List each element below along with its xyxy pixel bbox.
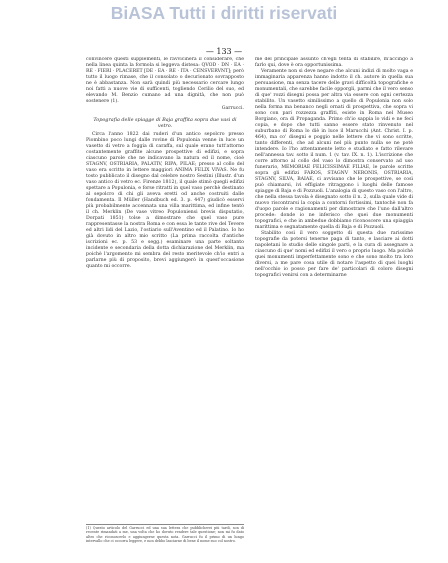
right-paragraph-3: Stabilito così il vero soggetto di questa due rarissime topografie da potersi tenerne paga di tanto, e lasciare ai dotti napoletani lo studio delle singole parti, e la cura di assegnare a ciascuno di que' nomi ed edifizi il vero o proprio luogo. Ma poichè quei monumenti imperfettamente sono e che sono molto tra loro diversi, a me pare cosa utile di notare l'aspetto di quei luoghi nell'occhio io posso per fare de' particolari di coloro disegni topografici venirsi con a determinarne xyxy=(255,231,413,278)
right-paragraph-2: Veramente non si deve negare che alcuni indizi di molto vaga e immaginaria apparenza hanno indotto il ch. autore in quella sua persuasione, ma senza tacere delle gravi difficoltà topografiche e monumentali, che sarebbe facile opporgli, parmi che il vero senso di que' rozzi disegni possa per altra via essere con ogni certezza stabilito. Un vasetto similissimo a quello di Populonia non solo nella forma ma benanco negli ornati di prospettiva, che sopra vi sono con pari rozzezza graffiti, esiste in Roma nel Museo Borgiano, ora di Propaganda. Primo ch'io sappia lo vidi e ne feci copia, e dopo che tutti sanno essere stato rinvenuto nel suburbano di Roma lo diè in luce il Marucchi (Ant. Christ. I. p. 464), ma co' disegni e poggio nelle lettere che vi sono scritte, tanto differenti, che ad alcuni nel più punto nulla se ne potè intendere. Io l'ho attentamente letto e studiato e fatto rilevare nell'annessa tav. sotto il num. 1 (v. tav. IX. n. 1). L'iscrizione che corre attorno al collo del vaso lo dimostra conservato ad uso funerario, MEMORIAE FELICISSIMAE FILIAE, le parole scritte sopra gli edifizi FAROS, STAGNV NERONIS, OSTRIARIA, STAGNV, SILVA, BAIAE, ci avvisano che le prospettive, se così può chiamarsi, ivi effigiate ritraggono i luoghi delle famose spiagge di Baja e di Pozzuoli. L'analogia di questo vaso con l'altro, che nella stessa tavola è disegnato sotto il n. 2, sulla quale vide di nuovo riscontrarsi la copia a contorni fortissimi, tantochè non fa d'uopo parole e ragionamenti per dimostrare che l'uno dall'altro procede: donde io ne inferisco che quei due monumenti topografici, e che in ambedue dobbiamo riconoscere una spiaggia marittima e segnatamente quella di Baja e di Pozzuoli. xyxy=(255,69,413,230)
left-paragraph-1: convincere questi supplementi, le ravvicinerà il considerare, che nella linea quinta la formola si leggeva distesa: QVOD · DN · EA · RE · FIERI · PLACERET [DE · EA · RE · ITA · CENSVERVNT]; però tutto il luogo rimase, che il consolato o decurionato sovrapposto ne è abbastanza. Non sarà quindi più necessario cercare lungo noi fatti a nuove vie di sufficenti, togliendo Cerilio del suo, ed elevando M. Benzio cumano ad una dignità, che non può sostenere (1). xyxy=(86,57,244,104)
right-paragraph-1: me del principale assunto ch'egli tenta di stabilire, m'accingo a farlo qui, dove è ora opportunissima. xyxy=(255,57,413,68)
section-title: Topografia delle spiagge di Baja graffita sopra due vasi di vetro. xyxy=(93,117,237,129)
right-column xyxy=(255,57,413,533)
left-paragraph-2: Circa l'anno 1822 dai ruderi d'un antico sepolcro presso Piombino poco lungi dalle rovine di Populonia venne in luce un vasetto di vetro a foggia di caraffa, sul quale erano tutt'attorno costantemente graffite alcune prospettive di edifizi, e sopra ciascuno parole che ne indicavano la natura ed il nome, cioè STAGNV, OSTRIARIA, PALATIV, RIPA, PILAE; presso al collo del vaso era scritto in lettere maggiori ANIMA FELIX VIVAS. Ne fu tosto pubblicato il disegno dal celebre nostro Sestini (Illustr. d'un vaso antico di vetro ec. Firenze 1812), il quale stimò quegli edifizi spettare a Populonia, e forse ritratti in quel vaso perchè destinato al sepolcro di chi gli aveva eretti od anche costruiti dalle fondamenta. Il Müller (Handbuch ed. 3. p. 447) giudicò esservi più probabilmente accennata una villa marittima, ed infine tentò il ch. Merklin (De vase vitreo Populoniensi brevis disputatio, Dorpati 1851) tolse a dimostrare che quel vaso pure rappresentasse la nostra Roma e con essa le tante rive del Tevere ed altri lidi del Lazio, l'ostiario sull'Aventino ed il Palatino. Io ho già dovuto in altro mio scritto (La prima raccolta d'antiche iscrizioni ec. p. 53 e segg.) esaminare una parte soltanto incidente e secondaria della dotta dichiarazione del Merklin, ma poichè l'argomento mi sembra del resto meritevole ch'io entri a parlarne più di proposito, brevi aggiungerò in quest'occasione quanto mi occorre. xyxy=(86,132,244,269)
footnotes xyxy=(86,524,244,543)
watermark: BiASA Tutti i diritti riservati xyxy=(110,3,338,23)
page-number: — 133 — xyxy=(205,47,243,56)
left-column xyxy=(86,57,244,525)
footnote-1: (1) Questo articolo del Garrucci ed una sua lettera che pubblicherei più tardi, son di recente rimandati a me, una volta che ho dovuto rendere tale questione; non mi fu dato altro che riconoscerlo e aggiungerne questa nota. Garrucci fu il primo di un lungo intervallo che ci occorra leggere, e non debbo lasciarne di bene il nome suo col nostro. xyxy=(86,526,244,543)
author-signature: Garrucci. xyxy=(221,106,244,111)
